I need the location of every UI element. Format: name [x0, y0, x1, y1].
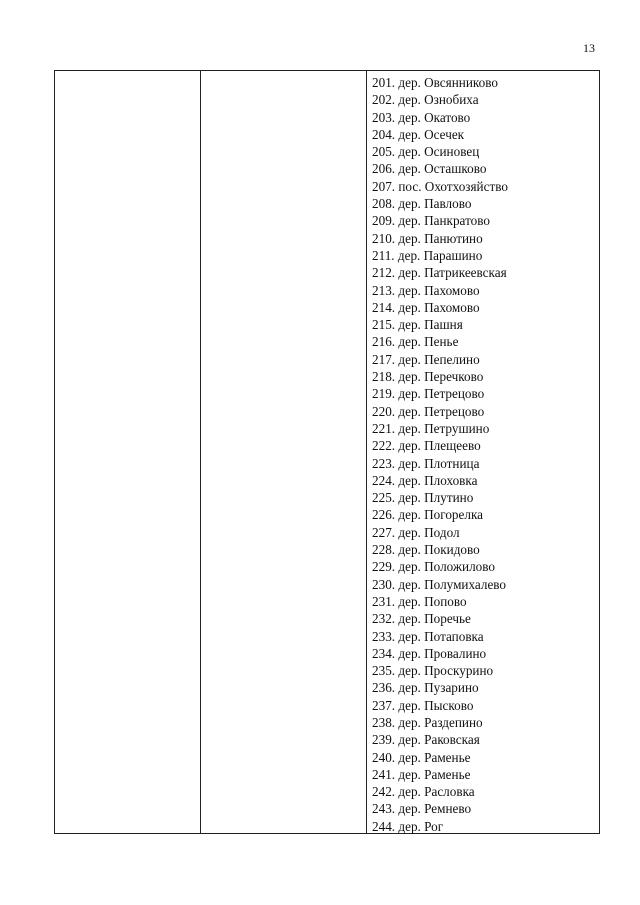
- settlement-item: 209. дер. Панкратово: [372, 213, 490, 229]
- settlement-item: 241. дер. Раменье: [372, 766, 471, 782]
- settlement-item: 211. дер. Парашино: [372, 247, 483, 263]
- settlement-item: 218. дер. Перечково: [372, 369, 484, 385]
- settlements-table: [54, 70, 600, 834]
- settlement-list: [372, 74, 508, 835]
- settlement-item: 228. дер. Покидово: [372, 542, 480, 558]
- page-number: 13: [583, 41, 595, 55]
- settlement-item: 220. дер. Петрецово: [372, 403, 485, 419]
- settlement-item: 217. дер. Пепелино: [372, 351, 480, 367]
- settlement-item: 239. дер. Раковская: [372, 732, 480, 748]
- settlement-item: 226. дер. Погорелка: [372, 507, 484, 523]
- settlement-item: 229. дер. Положилово: [372, 559, 495, 575]
- settlement-item: 243. дер. Ремнево: [372, 801, 472, 817]
- settlement-item: 238. дер. Раздепино: [372, 714, 483, 730]
- settlement-item: 233. дер. Потаповка: [372, 628, 484, 644]
- settlement-item: 208. дер. Павлово: [372, 196, 472, 212]
- settlement-item: 205. дер. Осиновец: [372, 144, 480, 160]
- settlement-item: 216. дер. Пенье: [372, 334, 459, 350]
- settlement-item: 225. дер. Плутино: [372, 490, 474, 506]
- settlement-item: 232. дер. Поречье: [372, 611, 471, 627]
- settlement-item: 213. дер. Пахомово: [372, 282, 480, 298]
- column-divider-1: [200, 71, 201, 833]
- settlement-item: 236. дер. Пузарино: [372, 680, 479, 696]
- settlement-item: 215. дер. Пашня: [372, 317, 463, 333]
- settlement-item: 219. дер. Петрецово: [372, 386, 485, 402]
- settlement-item: 227. дер. Подол: [372, 524, 460, 540]
- column-divider-2: [366, 71, 367, 833]
- settlement-item: 224. дер. Плоховка: [372, 472, 478, 488]
- settlement-item: 244. дер. Рог: [372, 818, 444, 834]
- settlement-item: 221. дер. Петрушино: [372, 420, 490, 436]
- settlement-item: 203. дер. Окатово: [372, 109, 471, 125]
- settlement-item: 201. дер. Овсянниково: [372, 75, 498, 90]
- settlement-item: 206. дер. Осташково: [372, 161, 487, 177]
- settlement-item: 240. дер. Раменье: [372, 749, 471, 765]
- settlement-item: 214. дер. Пахомово: [372, 299, 480, 315]
- settlement-item: 237. дер. Пысково: [372, 697, 474, 713]
- settlement-item: 222. дер. Плещеево: [372, 438, 481, 454]
- settlement-item: 212. дер. Патрикеевская: [372, 265, 507, 281]
- settlement-item: 204. дер. Осечек: [372, 126, 465, 142]
- settlement-item: 242. дер. Расловка: [372, 784, 475, 800]
- settlement-item: 230. дер. Полумихалево: [372, 576, 507, 592]
- settlement-item: 223. дер. Плотница: [372, 455, 480, 471]
- settlement-item: 202. дер. Ознобиха: [372, 92, 479, 108]
- settlement-item: 234. дер. Провалино: [372, 645, 487, 661]
- settlement-item: 210. дер. Панютино: [372, 230, 483, 246]
- settlement-item: 231. дер. Попово: [372, 593, 467, 609]
- settlement-item: 207. пос. Охотхозяйство: [372, 178, 508, 194]
- settlement-item: 235. дер. Проскурино: [372, 663, 494, 679]
